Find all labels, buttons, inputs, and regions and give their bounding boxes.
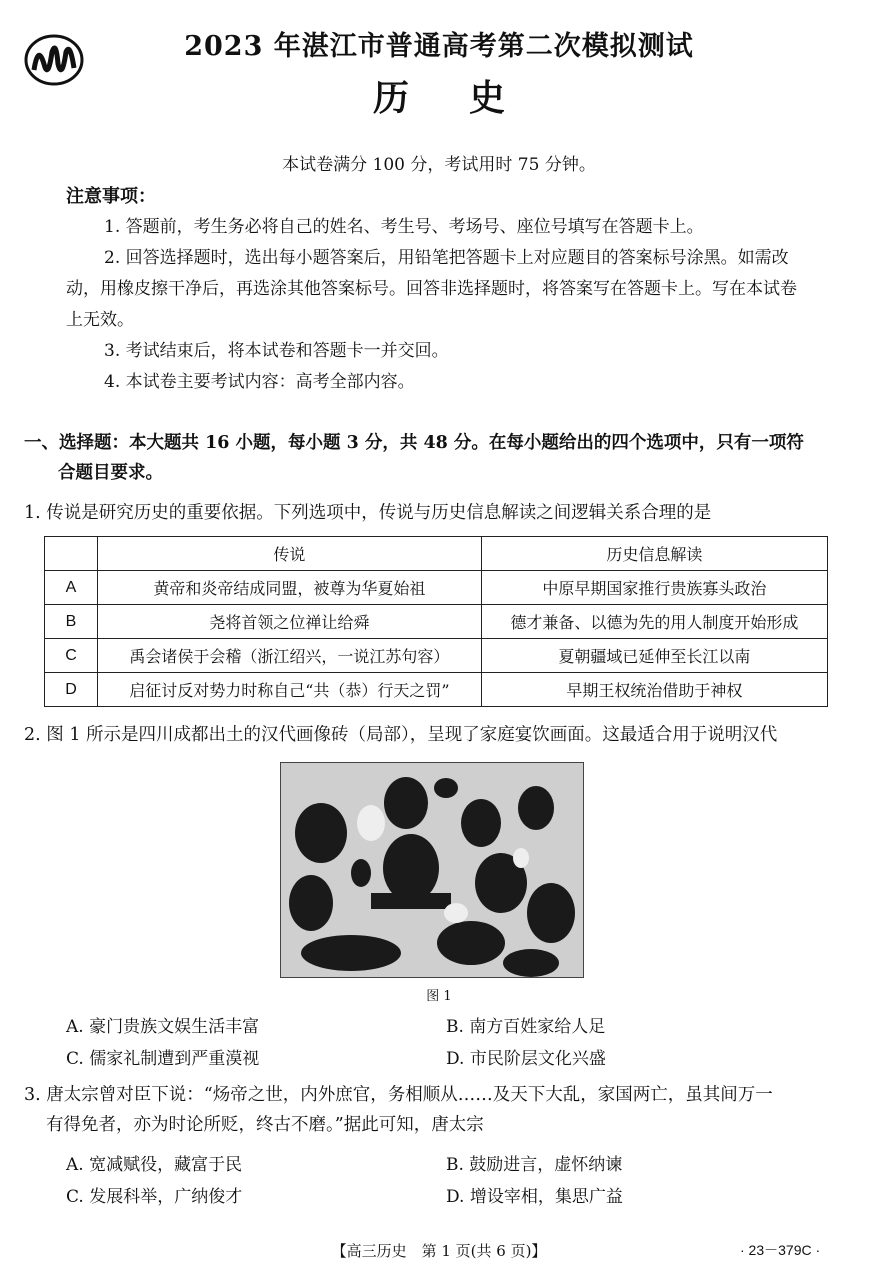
figure-caption: 图 1: [426, 989, 452, 1004]
option-row: [66, 1146, 826, 1178]
option: C. 儒家礼制遭到严重漠视: [66, 1048, 260, 1069]
legend-cell: 黄帝和炎帝结成同盟，被尊为华夏始祖: [98, 571, 482, 605]
table-header: 历史信息解读: [481, 537, 827, 571]
notes-heading: 注意事项：: [66, 186, 156, 207]
section-line: 合题目要求。: [58, 463, 163, 483]
section-line: 一、选择题：本大题共 16 小题，每小题 3 分，共 48 分。在每小题给出的四个选项中，只有一项符: [24, 433, 804, 453]
table-header-row: [45, 537, 828, 571]
han-brick-relief-image: [280, 762, 584, 978]
reading-cell: 中原早期国家推行贵族寡头政治: [481, 571, 827, 605]
option-row: [66, 1178, 826, 1210]
note-item: 4. 本试卷主要考试内容：高考全部内容。: [104, 372, 415, 392]
row-letter: C: [45, 639, 98, 673]
stem-line: 有得免者，亦为时论所贬，终古不磨。”据此可知，唐太宗: [46, 1115, 484, 1135]
reading-cell: 早期王权统治借助于神权: [481, 673, 827, 707]
page-footer: 【高三历史 第 1 页(共 6 页)】: [331, 1242, 547, 1260]
table-header-blank: [45, 537, 98, 571]
table-header: 传说: [98, 537, 482, 571]
question-2-stem: 2. 图 1 所示是四川成都出土的汉代画像砖（局部），呈现了家庭宴饮画面。这最适合用于说明汉代: [24, 725, 778, 745]
question-3-options: [66, 1146, 826, 1210]
question-1-table: [44, 536, 828, 707]
table-row: [45, 673, 828, 707]
option-row: [66, 1040, 826, 1072]
option: B. 鼓励进言，虚怀纳谏: [446, 1154, 623, 1175]
question-2-options: [66, 1008, 826, 1072]
exam-code: · 23－379C ·: [740, 1242, 821, 1258]
question-1-stem: 1. 传说是研究历史的重要依据。下列选项中，传说与历史信息解读之间逻辑关系合理的是: [24, 503, 712, 523]
option: D. 市民阶层文化兴盛: [446, 1048, 606, 1069]
option: A. 豪门贵族文娱生活丰富: [66, 1016, 260, 1037]
option: D. 增设宰相，集思广益: [446, 1186, 623, 1207]
option: A. 宽减赋役，藏富于民: [66, 1154, 243, 1175]
exam-title: 2023 年湛江市普通高考第二次模拟测试: [184, 31, 694, 62]
row-letter: A: [45, 571, 98, 605]
legend-cell: 启征讨反对势力时称自己“共（恭）行天之罚”: [98, 673, 482, 707]
option: B. 南方百姓家给人足: [446, 1016, 606, 1037]
notes-list: [66, 212, 806, 398]
table-row: [45, 571, 828, 605]
question-3-stem: [24, 1080, 844, 1140]
option-row: [66, 1008, 826, 1040]
row-letter: B: [45, 605, 98, 639]
note-item: 2. 回答选择题时，选出每小题答案后，用铅笔把答题卡上对应题目的答案标号涂黑。如需改动，用橡皮擦干净后，再选涂其他答案标号。回答非选择题时，将答案写在答题卡上。写在本试卷上无效。: [66, 248, 797, 330]
reading-cell: 夏朝疆域已延伸至长江以南: [481, 639, 827, 673]
legend-cell: 尧将首领之位禅让给舜: [98, 605, 482, 639]
option: C. 发展科举，广纳俊才: [66, 1186, 243, 1207]
row-letter: D: [45, 673, 98, 707]
table-row: [45, 605, 828, 639]
legend-cell: 禹会诸侯于会稽（浙江绍兴，一说江苏句容）: [98, 639, 482, 673]
subject-title: 历史: [372, 77, 565, 119]
exam-info: 本试卷满分 100 分，考试用时 75 分钟。: [282, 155, 596, 175]
note-item: 1. 答题前，考生务必将自己的姓名、考生号、考场号、座位号填写在答题卡上。: [104, 217, 704, 237]
section-heading: [24, 428, 844, 488]
table-row: [45, 639, 828, 673]
stem-line: 3. 唐太宗曾对臣下说：“炀帝之世，内外庶官，务相顺从……及天下大乱，家国两亡，虽其间万一: [24, 1085, 773, 1105]
reading-cell: 德才兼备、以德为先的用人制度开始形成: [481, 605, 827, 639]
note-item: 3. 考试结束后，将本试卷和答题卡一并交回。: [104, 341, 449, 361]
